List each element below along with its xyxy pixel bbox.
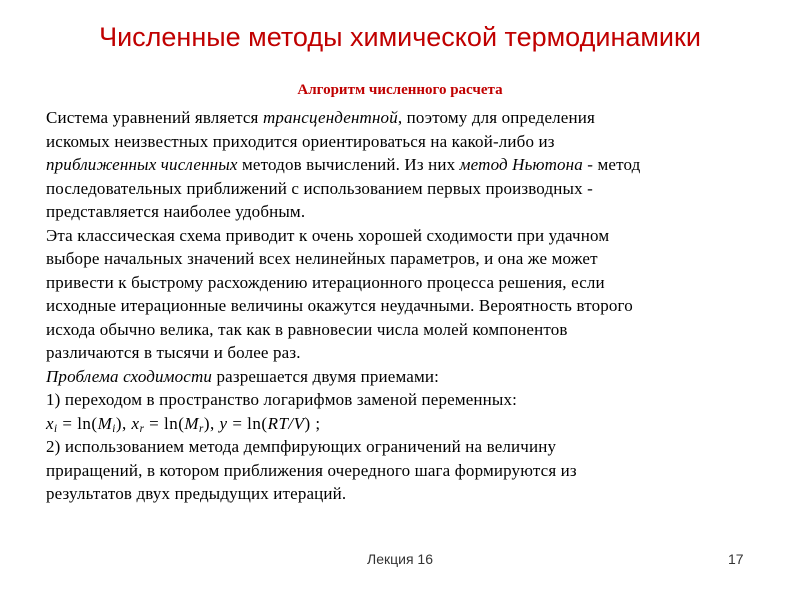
formula-text: ), — [115, 413, 132, 433]
formula-line — [46, 412, 766, 436]
text-line — [46, 106, 766, 130]
text-line: последовательных приближений с использованием первых производных - — [46, 178, 593, 198]
formula-variable: M — [97, 413, 113, 433]
text-line: выборе начальных значений всех нелинейных параметров, и она же может — [46, 249, 598, 268]
formula-text: ) ; — [304, 413, 321, 433]
footer-lecture-label: Лекция 16 — [367, 551, 433, 567]
text-line — [46, 365, 766, 389]
text-line: исхода обычно велика, так как в равновесии числа молей компонентов — [46, 319, 568, 339]
emphasis-text: приближенных численных — [46, 155, 238, 174]
emphasis-text: трансцендентной — [262, 108, 398, 127]
text-line: результатов двух предыдущих итераций. — [46, 484, 347, 503]
page-number: 17 — [728, 551, 744, 567]
slide-title: Численные методы химической термодинамики — [99, 22, 701, 52]
formula-text: = ln( — [227, 413, 268, 433]
text-run: разрешается двумя приемами: — [212, 366, 439, 386]
text-run: - метод — [582, 155, 641, 174]
formula-subscript: r — [139, 422, 145, 435]
body-text — [46, 106, 766, 506]
section-subtitle: Алгоритм численного расчета — [297, 82, 503, 98]
text-line: 2) использованием метода демпфирующих ограничений на величину — [46, 437, 557, 456]
text-run: методов вычислений. Из них — [237, 155, 460, 174]
text-line: искомых неизвестных приходится ориентироваться на какой-либо из — [46, 131, 555, 151]
formula-text: ), — [203, 413, 220, 433]
formula-variable: y — [219, 413, 228, 433]
formula-text: = ln( — [57, 413, 98, 433]
emphasis-text: метод Ньютона — [459, 155, 583, 174]
formula-variable: RT/V — [267, 413, 305, 433]
formula-subscript: r — [199, 422, 204, 435]
text-line — [46, 153, 766, 177]
text-line: 1) переходом в пространство логарифмов заменой переменных: — [46, 390, 518, 409]
text-line: представляется наиболее удобным. — [46, 202, 306, 221]
formula-subscript: i — [112, 422, 116, 435]
text-line: различаются в тысячи и более раз. — [46, 343, 301, 362]
formula-subscript: i — [54, 422, 58, 435]
text-line: привести к быстрому расхождению итерационного процесса решения, если — [46, 272, 605, 292]
formula-variable: x — [46, 413, 55, 433]
text-run: , поэтому для определения — [397, 108, 595, 127]
text-run: Система уравнений является — [46, 108, 263, 127]
formula-text: = ln( — [144, 413, 185, 433]
text-line: приращений, в котором приближения очередного шага формируются из — [46, 460, 577, 480]
emphasis-text: Проблема сходимости — [46, 366, 213, 386]
text-line: Эта классическая схема приводит к очень хорошей сходимости при удачном — [46, 225, 610, 245]
text-line: исходные итерационные величины окажутся неудачными. Вероятность второго — [46, 296, 633, 315]
formula-variable: M — [184, 413, 200, 433]
formula-variable: x — [131, 413, 140, 433]
